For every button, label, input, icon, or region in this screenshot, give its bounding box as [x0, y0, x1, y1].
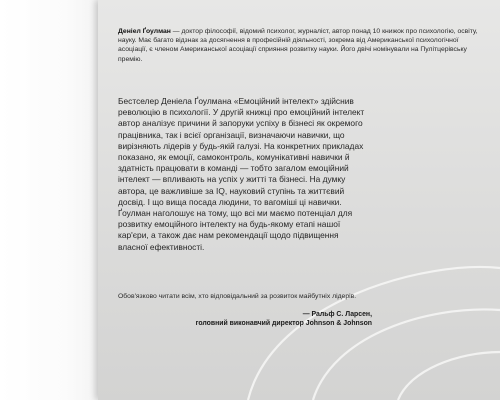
book-description [118, 96, 368, 253]
background-surface [0, 0, 110, 400]
review-signature [118, 310, 372, 329]
decor-arc-small [398, 352, 500, 400]
reviewer-name: — Ральф С. Ларсен, [302, 311, 372, 318]
reviewer-title: головний виконавчий директор Johnson & Johnson [195, 320, 372, 328]
description-paragraph: Бестселер Деніела Ґоулмана «Емоційний інтелект» здійснив революцію в психології. У другій книжці про емоційний інтелект автор аналізує причини й запоруки успіху в бізнесі як окремого працівника, так і всієї організації, визначаючи навички, що вирізняють лідерів у будь-якій галузі. На конкретних прикладах показано, як емоції, самоконтроль, комунікативні навички й здатність працювати в команді — тобто загалом емоційний інтелект — впливають на успіх у житті та бізнесі. На думку автора, це важливіше за IQ, науковий ступінь та життєвий досвід. І що вища посада людини, то вагоміші ці навички. Ґоулман наголошує на тому, що всі ми маємо потенціал для розвитку емоційного інтелекту на будь-якому етапі нашої кар'єри, а також дає нам рекомендації щодо підвищення власної ефективності. [118, 96, 365, 252]
author-bio [118, 27, 478, 64]
decor-arc-outer [248, 267, 500, 400]
review-quote: Обов'язково читати всім, хто відповідальний за розвиток майбутніх лідерів. [118, 293, 357, 300]
author-name: Деніел Ґоулман [118, 28, 171, 35]
author-bio-text: — доктор філософії, відомий психолог, журналіст, автор понад 10 книжок про психологію, освіту, науку. Має багато відзнак за досягнення в професійній діяльності, зокрема від Американської психологічної асоціації, є членом Американської асоціації сприяння розвитку науки. Його двічі номінували на Пулітцерівську премію. [118, 28, 478, 63]
book-back-cover [98, 0, 500, 400]
